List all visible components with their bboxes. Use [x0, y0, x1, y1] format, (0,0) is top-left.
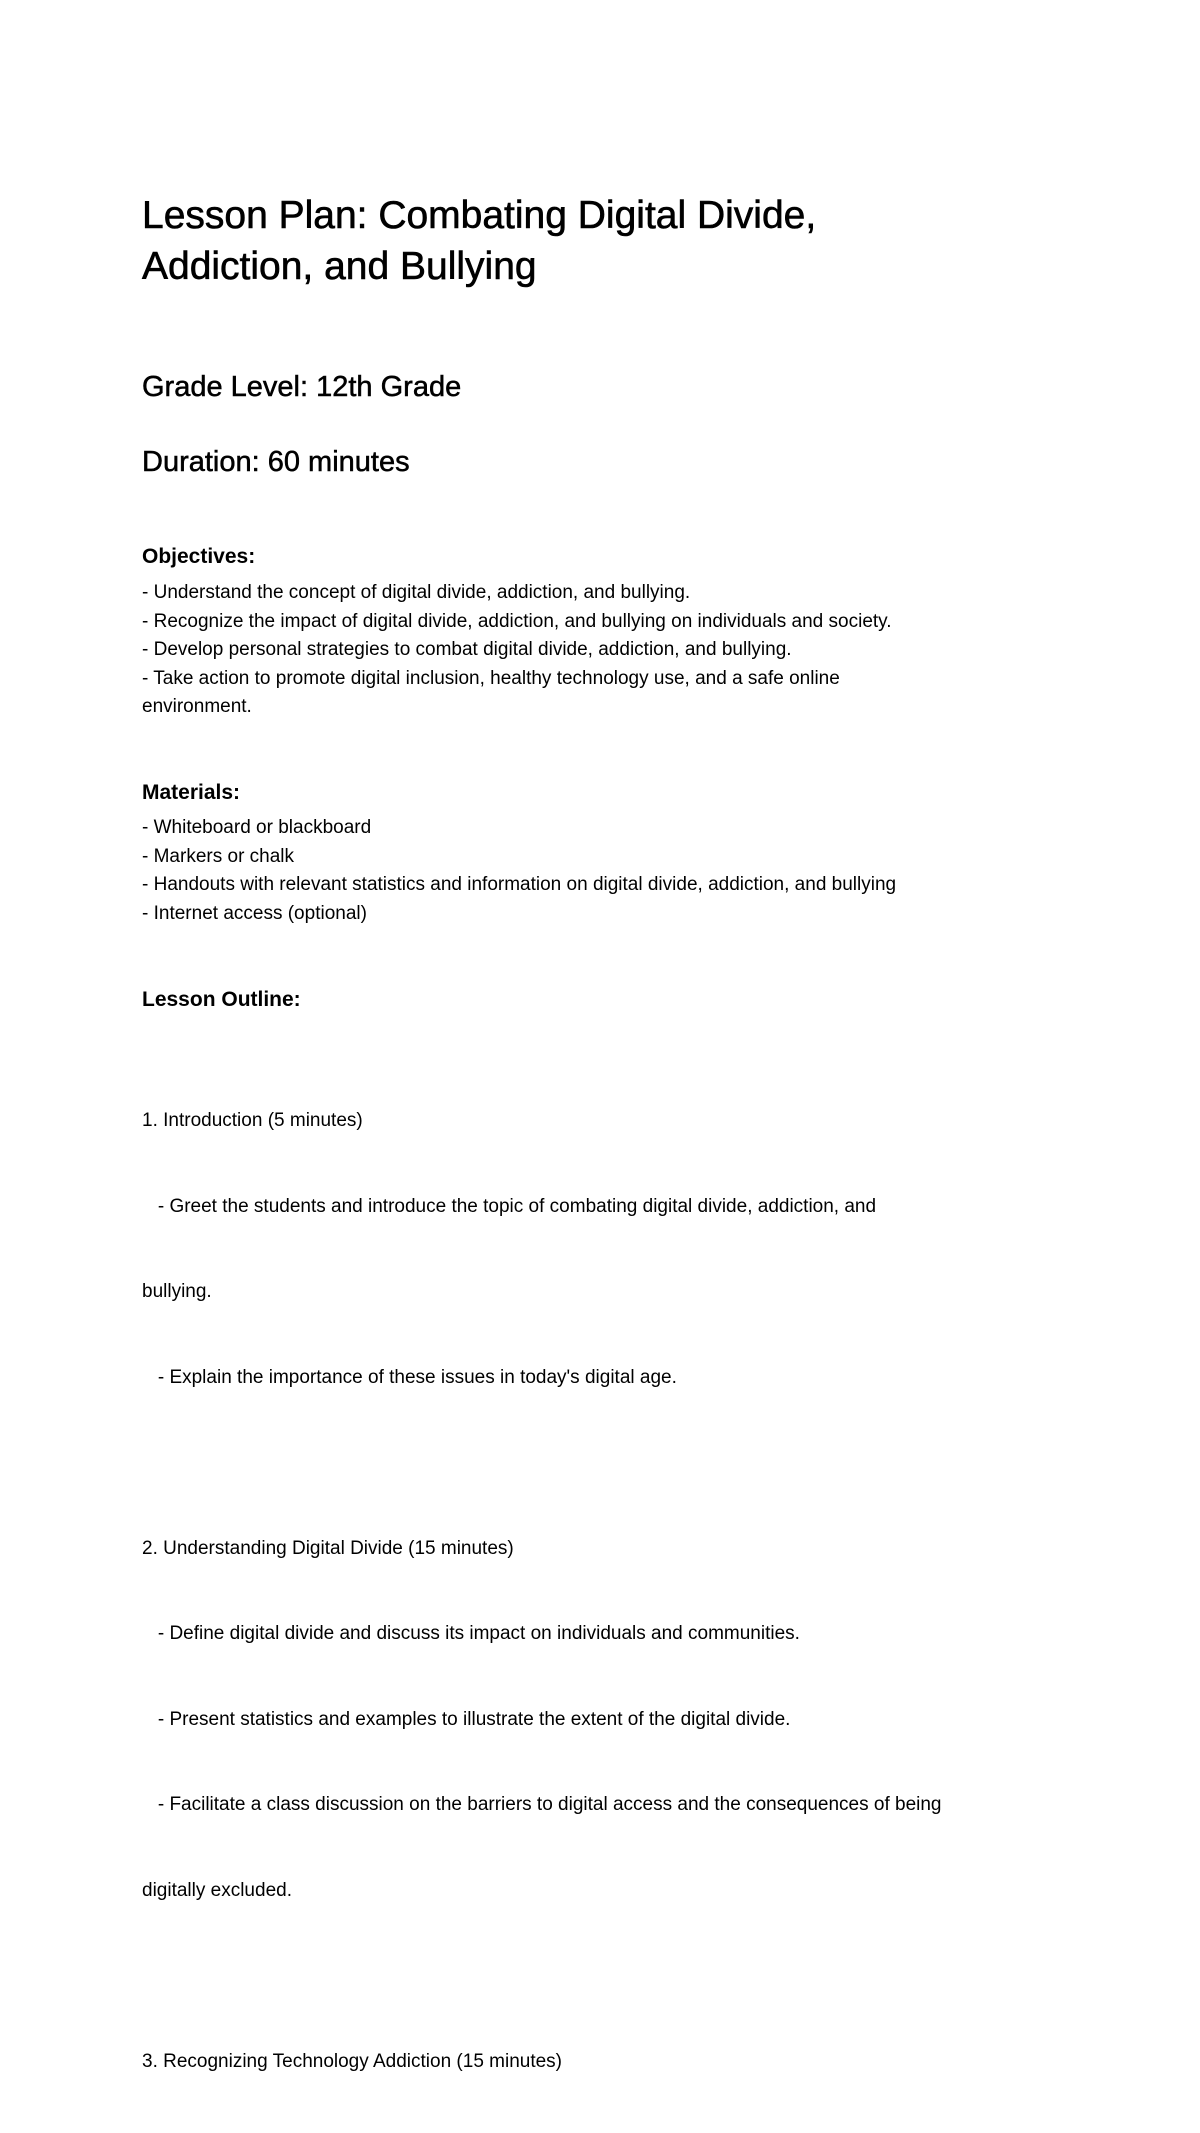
materials-list	[142, 814, 1072, 928]
title-line-2: Addiction, and Bullying	[142, 245, 537, 288]
list-item: environment.	[142, 696, 252, 717]
spacer	[142, 1962, 1072, 1991]
materials-heading: Materials:	[142, 781, 241, 804]
list-item: - Develop personal strategies to combat digital divide, addiction, and bullying.	[142, 639, 792, 660]
outline-section-3-title: 3. Recognizing Technology Addiction (15 minutes)	[142, 2050, 563, 2072]
list-item: - Understand the concept of digital divide, addiction, and bullying.	[142, 582, 691, 603]
duration-heading: Duration: 60 minutes	[142, 446, 410, 478]
list-item: - Present statistics and examples to illustrate the extent of the digital divide.	[142, 1708, 791, 1730]
list-item: - Greet the students and introduce the topic of combating digital divide, addiction, and	[142, 1195, 877, 1217]
list-item: - Take action to promote digital inclusion, healthy technology use, and a safe online	[142, 667, 840, 689]
lesson-outline-heading: Lesson Outline:	[142, 988, 301, 1011]
list-item: - Facilitate a class discussion on the barriers to digital access and the consequences of being	[142, 1794, 942, 1815]
objectives-list	[142, 579, 1072, 722]
list-item: bullying.	[142, 1281, 212, 1302]
objectives-heading: Objectives:	[142, 545, 256, 568]
title-line-1: Lesson Plan: Combating Digital Divide,	[142, 194, 817, 237]
outline-section-1-title: 1. Introduction (5 minutes)	[142, 1110, 363, 1131]
list-item: - Explain the importance of these issues in today's digital age.	[142, 1366, 677, 1388]
list-item: - Recognize the impact of digital divide, addiction, and bullying on individuals and society.	[142, 610, 892, 632]
list-item: - Markers or chalk	[142, 845, 295, 867]
grade-level-heading: Grade Level: 12th Grade	[142, 371, 462, 403]
list-item: - Define digital divide and discuss its impact on individuals and communities.	[142, 1623, 800, 1644]
list-item: - Internet access (optional)	[142, 902, 367, 924]
outline-section-2-title: 2. Understanding Digital Divide (15 minutes)	[142, 1537, 514, 1559]
spacer	[142, 1449, 1072, 1478]
lesson-outline-list	[142, 1050, 1072, 2133]
list-item: - Handouts with relevant statistics and information on digital divide, addiction, and bullying	[142, 874, 897, 895]
list-item: digitally excluded.	[142, 1879, 292, 1901]
document-title	[142, 190, 1072, 292]
list-item: - Whiteboard or blackboard	[142, 817, 372, 838]
